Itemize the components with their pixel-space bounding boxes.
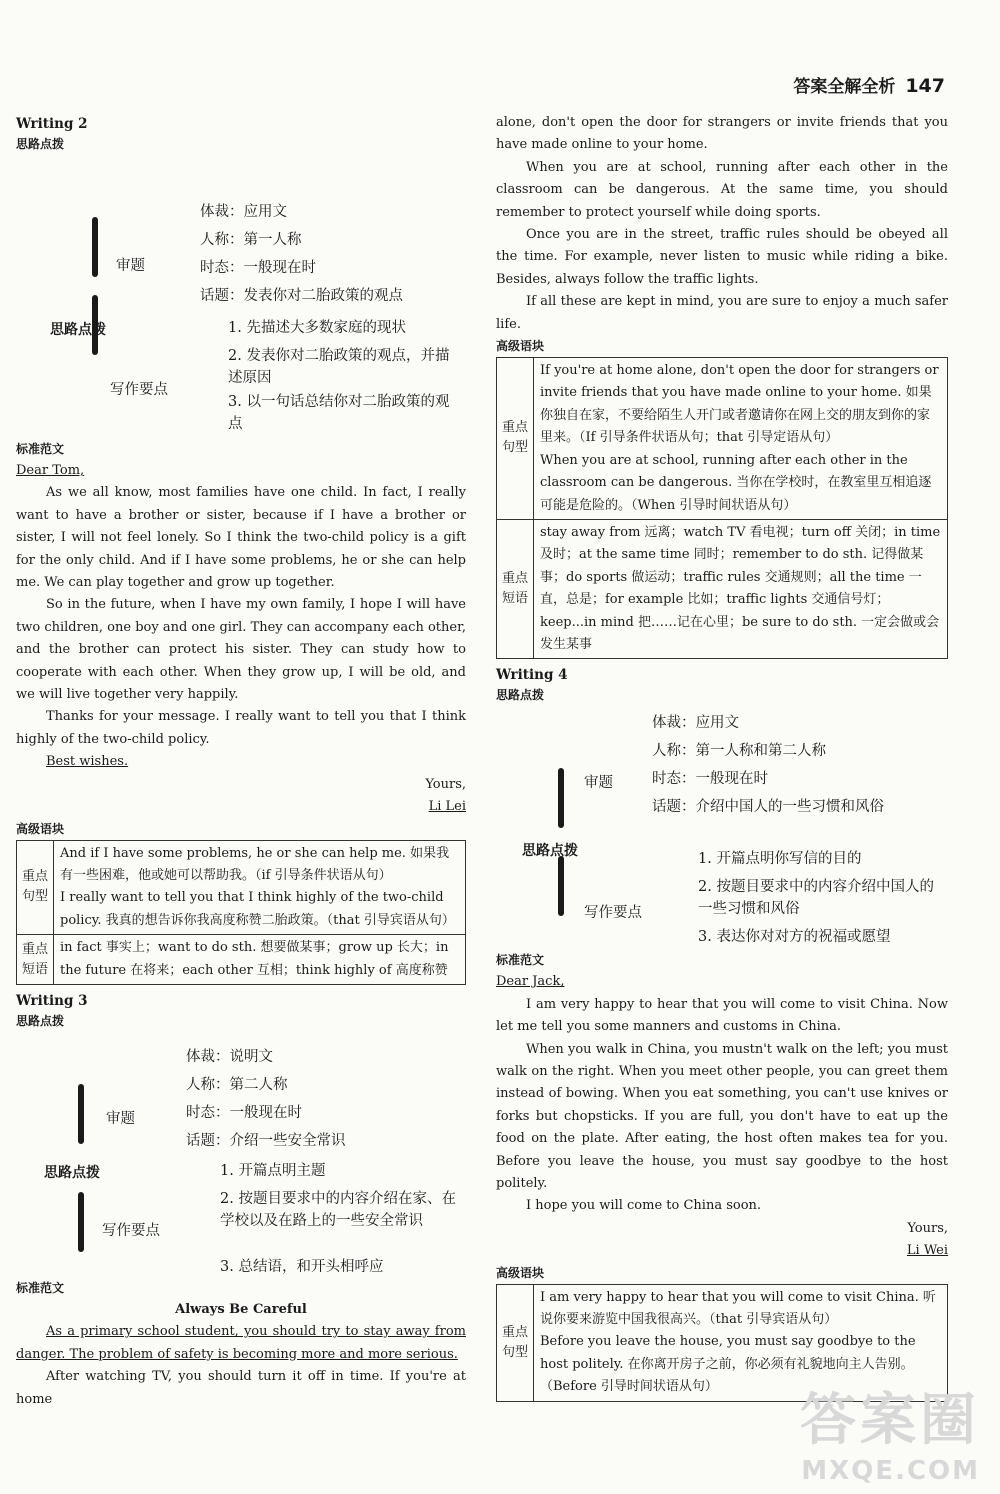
paragraph: Once you are in the street, traffic rules should be obeyed all the time. For example, never listen to music while riding a bike. Besides, always follow the traffic lights.	[496, 227, 948, 287]
xiezuo-item: 2. 按题目要求中的内容介绍中国人的一些习惯和风俗	[698, 879, 934, 918]
shenti-item: 人称：第一人称和第二人称	[652, 743, 826, 760]
xiezuo-item: 1. 开篇点明你写信的目的	[698, 851, 862, 868]
shenti-item: 体裁：说明文	[186, 1048, 273, 1065]
fanwen-label: 标准范文	[16, 1280, 65, 1295]
paragraph: As we all know, most families have one child. In fact, I really want to have a brother or sister, because if I have a brother or sister, I will not feel lonely. So I think the two-child policy is a gift for the only child. And if I have some problems, he or she can help me. We can play together and grow up together.	[16, 485, 466, 591]
signature-name: Li Lei	[428, 799, 466, 815]
writing3-label: 思路点拨	[16, 1013, 65, 1028]
gaoji-label: 高级语块	[496, 339, 545, 354]
watermark-logo-text: 答案圈	[800, 1388, 980, 1453]
right-column	[496, 112, 948, 1402]
shenti-item: 人称：第一人称	[200, 232, 302, 248]
yours: Yours,	[907, 1220, 948, 1236]
table-cell: in fact 事实上；want to do sth. 想要做某事；grow up 长大；in the future 在将来；each other 互相；think highly of 高度称赞	[54, 935, 466, 985]
shenti-item: 话题：介绍一些安全常识	[186, 1132, 346, 1149]
table-key: 重点句型	[17, 840, 54, 935]
mindmap-root: 思路点拨	[50, 322, 106, 338]
table-row	[497, 358, 948, 520]
salutation: Dear Jack,	[496, 974, 565, 990]
watermark	[800, 1376, 980, 1486]
brace-icon	[558, 856, 564, 916]
writing3-heading: Writing 3	[16, 992, 88, 1009]
table-cell: stay away from 远离；watch TV 看电视；turn off 关闭；in time 及时；at the same time 同时；remember to do sth. 记得做某事；do sports 做运动；traffic rules 交通规则；all the time 一直，总是；for example 比如；traffic lights 交通信号灯；keep...in mind 把……记在心里；be sure to do sth. 一定会做或会发生某事	[534, 519, 948, 658]
writing2-label: 思路点拨	[16, 137, 65, 151]
xiezuo-label: 写作要点	[102, 1222, 160, 1239]
xiezuo-item: 1. 先描述大多数家庭的现状	[228, 320, 406, 336]
phrase-table	[496, 357, 948, 659]
page-header	[793, 72, 945, 97]
essay-title: Always Be Careful	[175, 1301, 307, 1317]
xiezuo-item: 1. 开篇点明主题	[220, 1162, 326, 1179]
paragraph: If all these are kept in mind, you are sure to enjoy a much safer life.	[496, 294, 948, 332]
gaoji-label: 高级语块	[496, 1265, 545, 1280]
paragraph: After watching TV, you should turn it off in time. If you're at home	[16, 1369, 466, 1407]
paragraph: As a primary school student, you should try to stay away from danger. The problem of safety is becoming more and more serious.	[16, 1324, 466, 1362]
left-column	[16, 112, 466, 1411]
yours: Yours,	[425, 776, 466, 792]
shenti-item: 时态：一般现在时	[652, 771, 768, 788]
shenti-item: 时态：一般现在时	[186, 1104, 302, 1121]
writing2-mindmap	[16, 155, 466, 432]
mindmap-root: 思路点拨	[522, 843, 578, 860]
brace-icon	[92, 217, 98, 277]
brace-icon	[78, 1192, 84, 1252]
brace-icon	[558, 768, 564, 828]
shenti-label: 审题	[106, 1110, 135, 1127]
writing2-heading: Writing 2	[16, 116, 88, 132]
writing4-mindmap	[496, 706, 948, 946]
header-title: 答案全解全析	[793, 77, 896, 97]
salutation: Dear Tom,	[16, 463, 85, 478]
paragraph: Thanks for your message. I really want to tell you that I think highly of the two-child policy.	[16, 709, 466, 747]
paragraph: So in the future, when I have my own family, I hope I will have two children, one boy and one girl. They can accompany each other, and the brother can protect his sister. They can study how to cooperate with each other. When they grow up, I will be old, and we will live together very happily.	[16, 597, 466, 703]
shenti-item: 人称：第二人称	[186, 1076, 288, 1093]
paragraph: When you are at school, running after each other in the classroom can be dangerous. At the same time, you should remember to protect yourself while doing sports.	[496, 159, 948, 220]
writing4-heading: Writing 4	[496, 667, 568, 684]
phrase-table	[16, 840, 466, 985]
shenti-label: 审题	[116, 258, 145, 274]
xiezuo-item: 3. 表达你对对方的祝福或愿望	[698, 929, 891, 946]
gaoji-label: 高级语块	[16, 821, 65, 836]
writing3-mindmap	[16, 1032, 466, 1275]
paragraph: I am very happy to hear that you will come to visit China. Now let me tell you some manners and customs in China.	[496, 996, 948, 1035]
sentence: And if I have some problems, he or she can help me. 如果我有一些困难，他或她可以帮助我。（if 引导条件状语从句）	[60, 845, 450, 883]
sentence: If you're at home alone, don't open the door for strangers or invite friends that you have made online to your home. 如果你独自在家，不要给陌生人开门或者邀请你在网上交的朋友到你的家里来。（If 引导条件状语从句；that 引导定语从句）	[540, 363, 939, 446]
xiezuo-item: 3. 以一句话总结你对二胎政策的观点	[228, 394, 450, 432]
paragraph: I hope you will come to China soon.	[526, 1198, 762, 1214]
shenti-item: 时态：一般现在时	[200, 260, 316, 276]
sentence: I really want to tell you that I think highly of the two-child policy. 我真的想告诉你我高度称赞二胎政策。（that 引导宾语从句）	[60, 890, 455, 928]
table-key: 重点句型	[497, 358, 534, 520]
fanwen-label: 标准范文	[496, 953, 545, 968]
shenti-label: 审题	[584, 775, 613, 792]
table-row	[17, 935, 466, 985]
xiezuo-label: 写作要点	[584, 905, 642, 922]
xiezuo-item: 2. 发表你对二胎政策的观点，并描述原因	[228, 348, 450, 386]
sentence: Before you leave the house, you must say goodbye to the host politely. 在你离开房子之前，你必须有礼貌地向主人告别。（Before 引导时间状语从句）	[540, 1334, 916, 1395]
signature-name: Li Wei	[906, 1243, 948, 1259]
sentence: I am very happy to hear that you will come to visit China. 听说你要来游览中国我很高兴。（that 引导宾语从句）	[540, 1289, 936, 1328]
table-cell	[54, 840, 466, 935]
mindmap-root: 思路点拨	[44, 1164, 100, 1181]
writing4-label: 思路点拨	[496, 688, 545, 703]
shenti-item: 话题：介绍中国人的一些习惯和风俗	[652, 799, 884, 816]
brace-icon	[78, 1084, 84, 1144]
shenti-item: 体裁：应用文	[200, 204, 287, 220]
table-key: 重点短语	[497, 519, 534, 658]
watermark-url: MXQE.COM	[801, 1456, 980, 1486]
shenti-item: 体裁：应用文	[652, 715, 739, 732]
page-number: 147	[905, 75, 945, 97]
table-row	[17, 840, 466, 935]
closing: Best wishes.	[46, 754, 129, 770]
table-row	[497, 519, 948, 658]
paragraph: alone, don't open the door for strangers or invite friends that you have made online to your home.	[496, 115, 948, 153]
fanwen-label: 标准范文	[16, 442, 65, 456]
shenti-item: 话题：发表你对二胎政策的观点	[200, 288, 403, 304]
xiezuo-item: 2. 按题目要求中的内容介绍在家、在学校以及在路上的一些安全常识	[220, 1190, 456, 1229]
xiezuo-label: 写作要点	[110, 382, 168, 398]
xiezuo-item: 3. 总结语，和开头相呼应	[220, 1258, 384, 1275]
sentence: When you are at school, running after each other in the classroom can be dangerous. 当你在学校时，在教室里互相追逐可能是危险的。（When 引导时间状语从句）	[540, 452, 932, 513]
table-key: 重点短语	[17, 935, 54, 985]
table-cell	[534, 358, 948, 520]
paragraph: When you walk in China, you mustn't walk on the left; you must walk on the right. When you meet other people, you can greet them instead of bowing. When you eat something, you can't use knives or forks but chopsticks. If you are full, you don't have to eat up the food on the plate. After eating, the host often makes tea for you. Before you leave the house, you must say goodbye to the host politely.	[496, 1041, 948, 1191]
table-key: 重点句型	[497, 1284, 534, 1401]
